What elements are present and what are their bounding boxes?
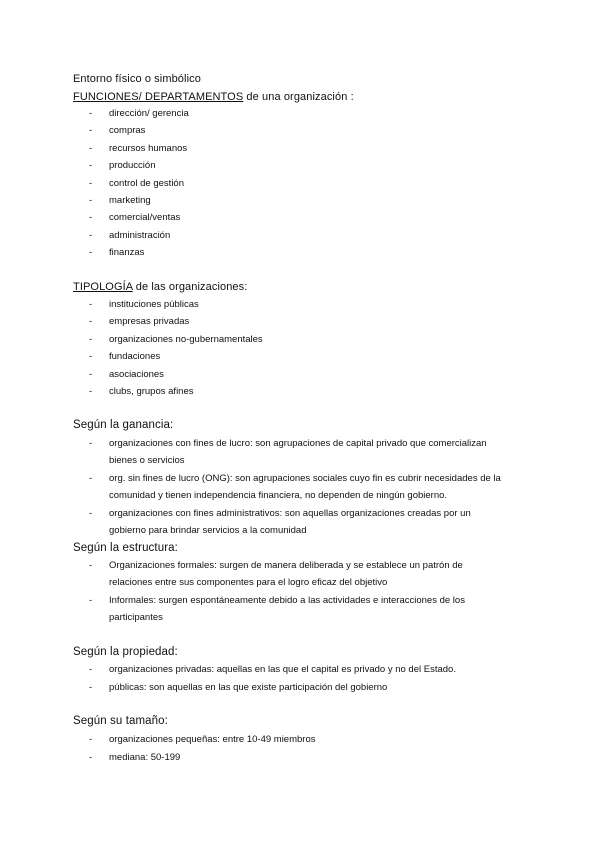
list-item-continuation: comunidad y tienen independencia financiera, no dependen de ningún gobierno. <box>109 490 448 501</box>
list-item-continuation: relaciones entre sus componentes para el logro eficaz del objetivo <box>109 577 388 588</box>
list-item-text: dirección/ gerencia <box>109 108 189 119</box>
estructura-heading: Según la estructura: <box>73 542 178 554</box>
list-item-text: organizaciones con fines administrativos: son aquellas organizaciones creadas por un <box>109 508 471 519</box>
list-item-text: organizaciones privadas: aquellas en las que el capital es privado y no del Estado. <box>109 664 456 675</box>
list-item-text: instituciones públicas <box>109 299 199 310</box>
bullet-dash: - <box>89 212 93 223</box>
list-item-text: marketing <box>109 195 151 206</box>
document-title: Entorno físico o simbólico <box>73 73 201 85</box>
list-item-text: control de gestión <box>109 178 184 189</box>
propiedad-heading: Según la propiedad: <box>73 646 178 658</box>
ganancia-heading: Según la ganancia: <box>73 419 174 431</box>
bullet-dash: - <box>89 247 93 258</box>
list-item-text: finanzas <box>109 247 145 258</box>
bullet-dash: - <box>89 752 93 763</box>
list-item-text: mediana: 50-199 <box>109 752 181 763</box>
bullet-dash: - <box>89 334 93 345</box>
bullet-dash: - <box>89 386 93 397</box>
list-item-text: fundaciones <box>109 351 161 362</box>
bullet-dash: - <box>89 595 93 606</box>
list-item-continuation: gobierno para brindar servicios a la comunidad <box>109 525 307 536</box>
bullet-dash: - <box>89 125 93 136</box>
tamano-heading: Según su tamaño: <box>73 715 168 727</box>
bullet-dash: - <box>89 160 93 171</box>
list-item-text: empresas privadas <box>109 316 190 327</box>
tipologia-heading <box>73 280 247 294</box>
list-item-continuation: bienes o servicios <box>109 455 185 466</box>
funciones-heading-rest: de una organización : <box>243 91 354 103</box>
bullet-dash: - <box>89 369 93 380</box>
tipologia-heading-underlined: TIPOLOGÍA <box>73 281 133 293</box>
list-item-text: org. sin fines de lucro (ONG): son agrupaciones sociales cuyo fin es cubrir necesidades de la <box>109 473 501 484</box>
bullet-dash: - <box>89 143 93 154</box>
funciones-heading <box>73 90 354 104</box>
bullet-dash: - <box>89 560 93 571</box>
list-item-text: comercial/ventas <box>109 212 181 223</box>
list-item-text: clubs, grupos afines <box>109 386 194 397</box>
bullet-dash: - <box>89 734 93 745</box>
bullet-dash: - <box>89 438 93 449</box>
list-item-continuation: participantes <box>109 612 163 623</box>
bullet-dash: - <box>89 473 93 484</box>
list-item-text: Organizaciones formales: surgen de manera deliberada y se establece un patrón de <box>109 560 463 571</box>
bullet-dash: - <box>89 299 93 310</box>
bullet-dash: - <box>89 230 93 241</box>
bullet-dash: - <box>89 351 93 362</box>
list-item-text: organizaciones pequeñas: entre 10-49 miembros <box>109 734 316 745</box>
list-item-text: compras <box>109 125 146 136</box>
funciones-heading-underlined: FUNCIONES/ DEPARTAMENTOS <box>73 91 244 103</box>
bullet-dash: - <box>89 108 93 119</box>
list-item-text: organizaciones no-gubernamentales <box>109 334 263 345</box>
list-item-text: Informales: surgen espontáneamente debido a las actividades e interacciones de los <box>109 595 465 606</box>
bullet-dash: - <box>89 664 93 675</box>
bullet-dash: - <box>89 178 93 189</box>
tipologia-heading-rest: de las organizaciones: <box>132 281 248 293</box>
list-item-text: asociaciones <box>109 369 164 380</box>
list-item-text: públicas: son aquellas en las que existe participación del gobierno <box>109 682 388 693</box>
bullet-dash: - <box>89 195 93 206</box>
bullet-dash: - <box>89 316 93 327</box>
bullet-dash: - <box>89 682 93 693</box>
bullet-dash: - <box>89 508 93 519</box>
list-item-text: administración <box>109 230 171 241</box>
list-item-text: producción <box>109 160 156 171</box>
list-item-text: organizaciones con fines de lucro: son agrupaciones de capital privado que comercializan <box>109 438 487 449</box>
list-item-text: recursos humanos <box>109 143 188 154</box>
